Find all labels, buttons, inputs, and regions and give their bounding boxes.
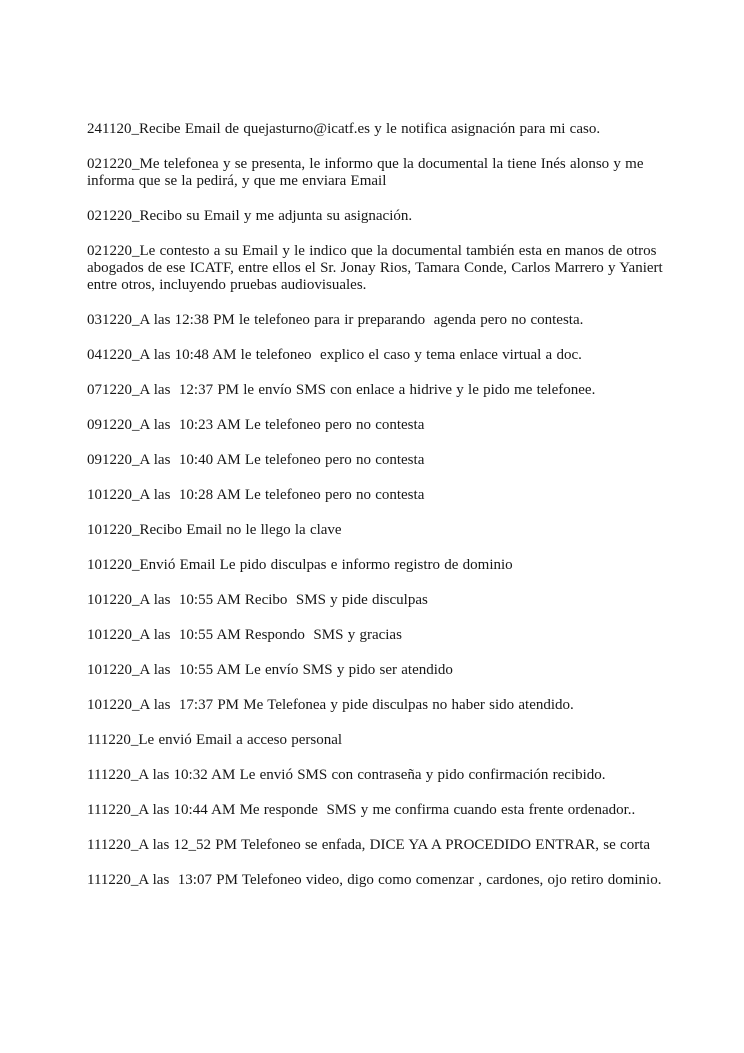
log-entry: 091220_A las 10:23 AM Le telefoneo pero no contesta: [87, 417, 425, 433]
log-entry: 091220_A las 10:40 AM Le telefoneo pero no contesta: [87, 452, 425, 468]
log-entry: 101220_Envió Email Le pido disculpas e informo registro de dominio: [87, 557, 513, 573]
log-entry: 241120_Recibe Email de quejasturno@icatf.es y le notifica asignación para mi caso.: [87, 121, 601, 137]
log-entry: 101220_A las 10:55 AM Respondo SMS y gracias: [87, 627, 402, 643]
log-entry: 101220_Recibo Email no le llego la clave: [87, 522, 342, 538]
log-entry: 111220_A las 10:32 AM Le envió SMS con contraseña y pido confirmación recibido.: [87, 767, 606, 783]
log-entry: 101220_A las 17:37 PM Me Telefonea y pide disculpas no haber sido atendido.: [87, 697, 574, 713]
log-entry: 101220_A las 10:55 AM Recibo SMS y pide disculpas: [87, 592, 428, 608]
log-entry: 101220_A las 10:28 AM Le telefoneo pero no contesta: [87, 487, 425, 503]
log-entry: 021220_Me telefonea y se presenta, le informo que la documental la tiene Inés alonso y me informa que se la pedirá, y que me enviara Email: [87, 156, 648, 189]
log-entry: 111220_A las 10:44 AM Me responde SMS y me confirma cuando esta frente ordenador..: [87, 802, 636, 818]
log-entry: 041220_A las 10:48 AM le telefoneo explico el caso y tema enlace virtual a doc.: [87, 347, 582, 363]
log-entry: 101220_A las 10:55 AM Le envío SMS y pido ser atendido: [87, 662, 453, 678]
log-entry: 111220_A las 12_52 PM Telefoneo se enfada, DICE YA A PROCEDIDO ENTRAR, se corta: [87, 837, 651, 853]
log-entry: 031220_A las 12:38 PM le telefoneo para ir preparando agenda pero no contesta.: [87, 312, 584, 328]
log-entry: 071220_A las 12:37 PM le envío SMS con enlace a hidrive y le pido me telefonee.: [87, 382, 596, 398]
log-entry: 021220_Recibo su Email y me adjunta su asignación.: [87, 208, 413, 224]
log-entry: 111220_A las 13:07 PM Telefoneo video, digo como comenzar , cardones, ojo retiro dominio.: [87, 872, 662, 888]
log-entry: 111220_Le envió Email a acceso personal: [87, 732, 343, 748]
log-entry: 021220_Le contesto a su Email y le indico que la documental también esta en manos de otros abogados de ese ICATF, entre ellos el Sr. Jonay Rios, Tamara Conde, Carlos Marrero y Yaniert entre otros, incluyendo pruebas audiovisuales.: [87, 243, 667, 293]
